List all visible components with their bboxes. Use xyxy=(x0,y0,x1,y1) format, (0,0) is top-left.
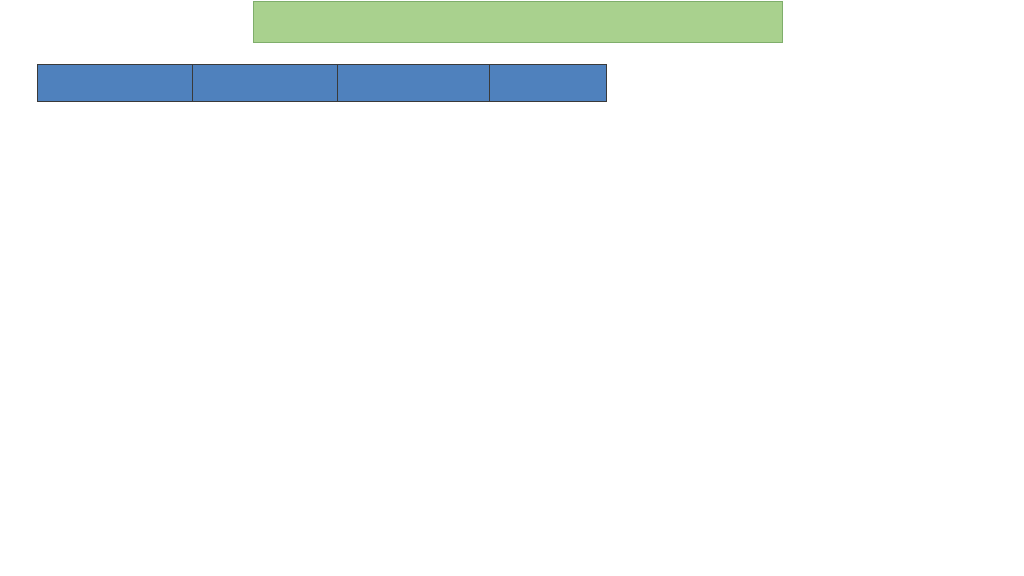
header-c xyxy=(338,65,490,102)
header-compound xyxy=(38,65,193,102)
header-a0 xyxy=(193,65,338,102)
title-banner xyxy=(253,1,783,43)
table-header-row xyxy=(38,65,607,102)
lattice-chart xyxy=(620,58,990,483)
structural-table xyxy=(37,64,607,102)
header-b0 xyxy=(490,65,607,102)
